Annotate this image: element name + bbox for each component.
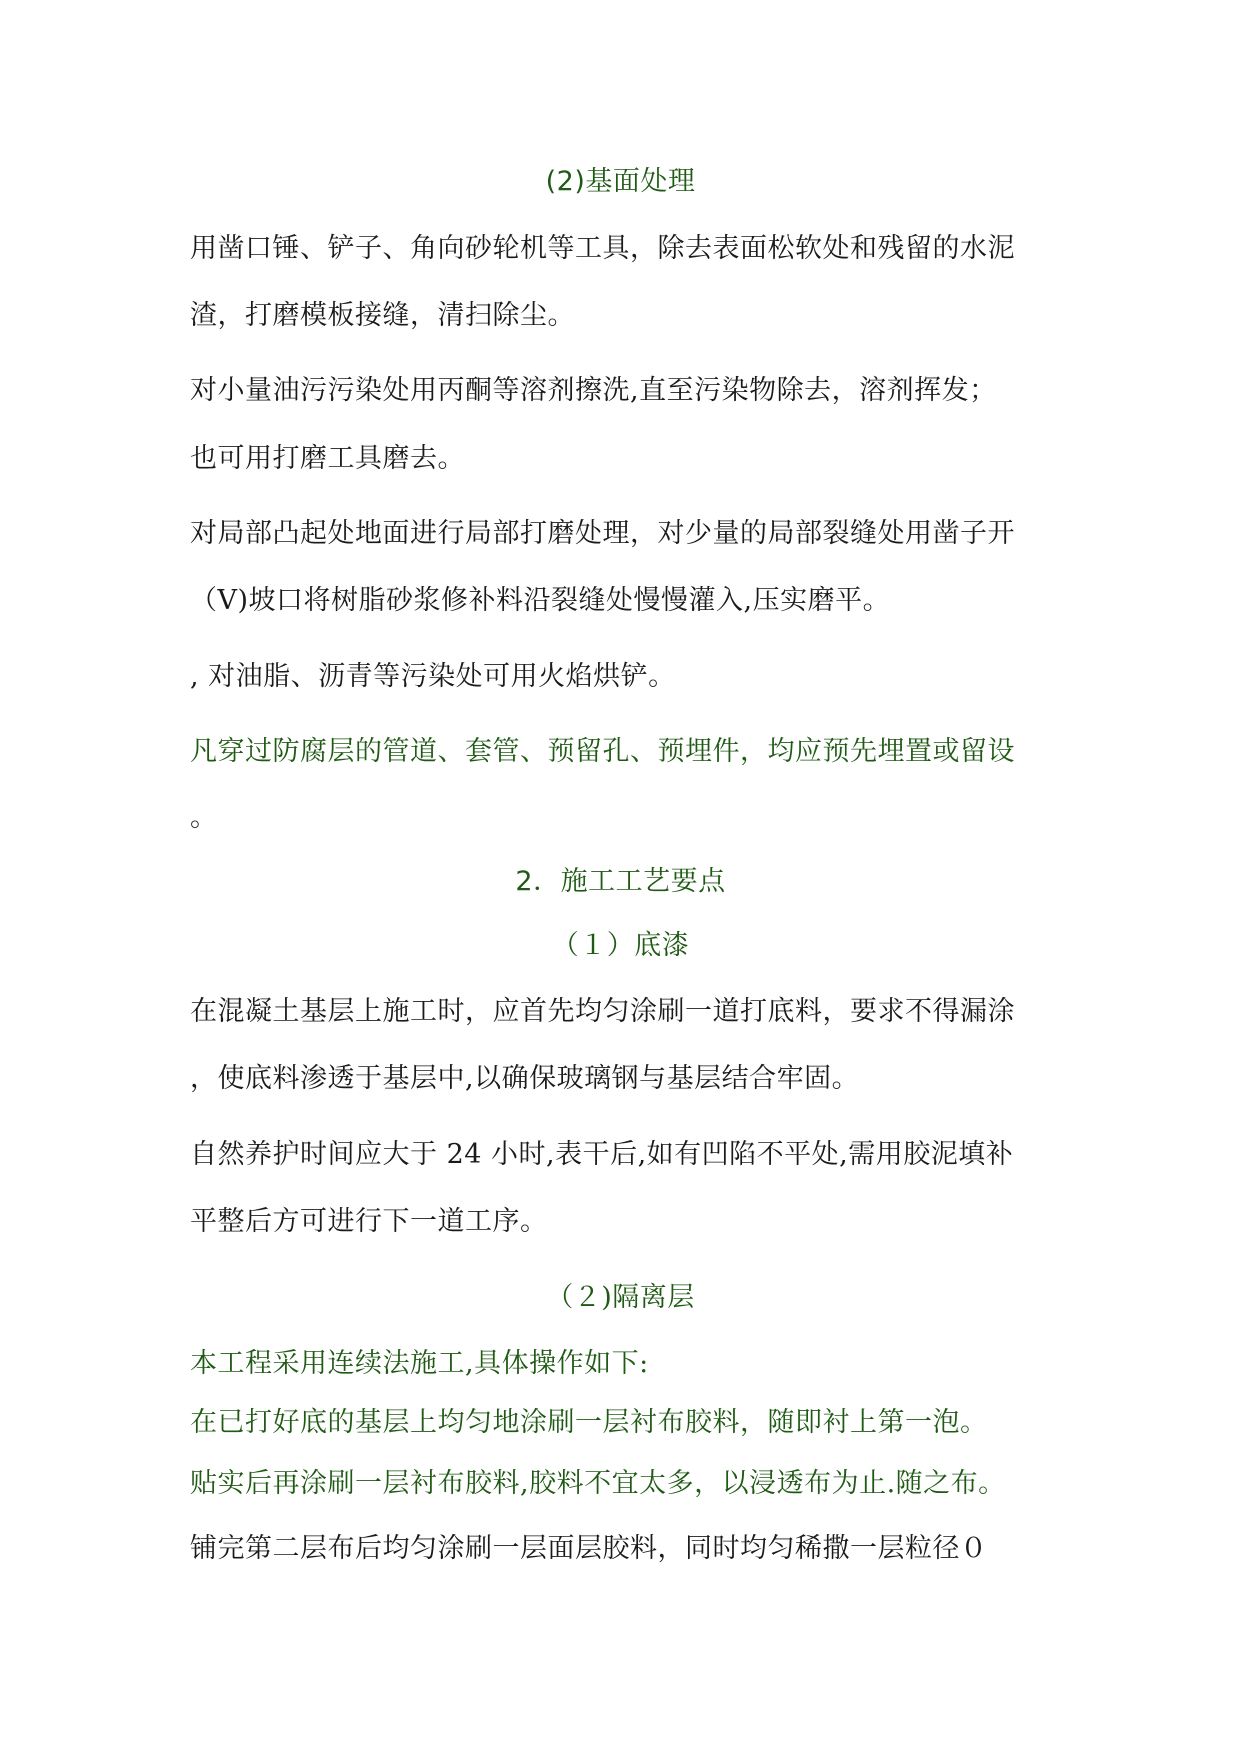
paragraph-line: 也可用打磨工具磨去。 (190, 443, 465, 474)
paragraph-line: 在已打好底的基层上均匀地涂刷一层衬布胶料，随即衬上第一泡。 (190, 1407, 988, 1438)
paragraph-line: , 对油脂、沥青等污染处可用火焰烘铲。 (190, 661, 676, 692)
section-heading-key-points: 2．施工工艺要点 (515, 866, 726, 897)
paragraph-line: 用凿口锤、铲子、角向砂轮机等工具，除去表面松软处和残留的水泥 (190, 233, 1015, 264)
paragraph-line: 对局部凸起处地面进行局部打磨处理，对少量的局部裂缝处用凿子开 (190, 518, 1015, 549)
paragraph-line: （V)坡口将树脂砂浆修补料沿裂缝处慢慢灌入,压实磨平。 (190, 585, 891, 616)
paragraph-line: 铺完第二层布后均匀涂刷一层面层胶料，同时均匀稀撒一层粒径０ (190, 1533, 988, 1564)
paragraph-line: 本工程采用连续法施工,具体操作如下: (190, 1348, 649, 1379)
paragraph-line: 对小量油污污染处用丙酮等溶剂擦洗,直至污染物除去，溶剂挥发； (190, 375, 997, 406)
paragraph-line: 平整后方可进行下一道工序。 (190, 1206, 548, 1237)
section-heading-base-treatment: (2)基面处理 (545, 166, 696, 197)
paragraph-line: 凡穿过防腐层的管道、套管、预留孔、预埋件，均应预先埋置或留设 (190, 736, 1015, 767)
paragraph-line: ，使底料渗透于基层中,以确保玻璃钢与基层结合牢固。 (190, 1063, 860, 1094)
paragraph-line: 渣，打磨模板接缝，清扫除尘。 (190, 300, 575, 331)
paragraph-line: 。 (190, 802, 218, 833)
paragraph-line: 在混凝土基层上施工时，应首先均匀涂刷一道打底料，要求不得漏涂 (190, 996, 1015, 1027)
paragraph-line: 自然养护时间应大于 24 小时,表干后,如有凹陷不平处,需用胶泥填补 (190, 1139, 1014, 1170)
sub-heading-isolation-layer: （２)隔离层 (546, 1282, 695, 1313)
paragraph-line: 贴实后再涂刷一层衬布胶料,胶料不宜太多，以浸透布为止.随之布。 (190, 1468, 1006, 1499)
sub-heading-primer: （１）底漆 (551, 930, 690, 961)
